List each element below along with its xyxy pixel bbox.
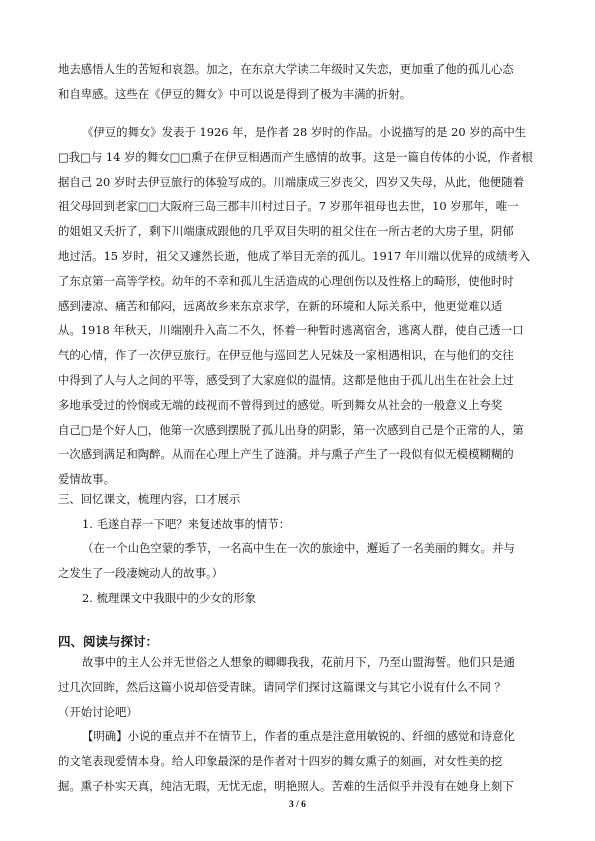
text-line: 感到凄凉、痛苦和郁闷，远离故乡来东京求学，在新的环境和人际关系中，他更觉难以适 (58, 298, 503, 313)
discussion-paragraph (58, 650, 542, 724)
text-line: □我□与 14 岁的舞女□□熏子在伊豆相遇而产生感情的故事。这是一篇自传体的小说，作者根 (58, 149, 533, 164)
text-line: 的文笔表现爱情本身。给人印象最深的是作者对十四岁的舞女熏子的刻画，对女性美的挖 (58, 753, 503, 768)
answer-1 (58, 536, 542, 586)
text-line: 之发生了一段凄婉动人的故事。） (58, 565, 224, 580)
text-line: 地去感悟人生的苦短和哀怨。加之，在东京大学读二年级时又失恋，更加重了他的孤儿心态 (58, 62, 514, 76)
question-1: 1. 毛遂自荐一下吧？来复述故事的情节： (82, 517, 291, 531)
text-line: 中得到了人与人之间的平等，感受到了大家庭似的温情。这都是他由于孤儿出生在社会上过 (58, 372, 514, 387)
text-line: 祖父母回到老家□□大阪府三岛三郡丰川村过日子。7 岁那年祖母也去世，10 岁那年，唯一 (58, 199, 519, 214)
background-paragraph (58, 120, 542, 492)
text-line: 地过活。15 岁时，祖父又遽然长逝，他成了举目无亲的孤儿。1917 年川端以优异的成绩考入 (58, 248, 531, 263)
text-line: 过几次回眸，然后这篇小说却倍受青睐。请同学们探讨这篇课文与其它小说有什么不同 ？ (58, 679, 506, 694)
text-line: 故事中的主人公并无世俗之人想象的卿卿我我，花前月下，乃至山盟海誓。他们只是通 (82, 655, 515, 669)
text-line: 了东京第一高等学校。幼年的不幸和孤儿生活造成的心理创伤以及性格上的畸形，使他时时 (58, 273, 514, 288)
intro-paragraph (58, 57, 542, 107)
text-line: （开始讨论吧） (58, 704, 138, 719)
text-line: 自己□是个好人□，他第一次感到摆脱了孤儿出身的阴影，第一次感到自己是个正常的人，第 (58, 422, 524, 437)
text-line: （在一个山色空蒙的季节，一名高中生在一次的旅途中，邂逅了一名美丽的舞女。并与 (82, 541, 515, 555)
text-line: 和自卑感。这些在《伊豆的舞女》中可以说是得到了极为丰满的折射。 (58, 86, 412, 101)
text-line: 据自己 20 岁时去伊豆旅行的体验写成的。川端康成三岁丧父，四岁又失母，从此，他便随着 (58, 174, 524, 189)
text-line: 从。1918 年秋天，川端刚升入高二不久，怀着一种暂时逃离宿舍，逃离人群，使自己透一口 (58, 323, 524, 338)
section-4-heading: 四、阅读与探讨： (58, 634, 159, 649)
page-number: 3 / 6 (289, 800, 306, 810)
text-line: 气的心情，作了一次伊豆旅行。在伊豆他与巡回艺人兄妹及一家相遇相识，在与他们的交往 (58, 348, 514, 363)
text-line: 一次感到满足和陶醉。从而在心理上产生了涟漪。并与熏子产生了一段似有似无模模糊糊的 (58, 447, 514, 462)
text-line: 的姐姐又夭折了，剩下川端康成跟他的几乎双目失明的祖父住在一所古老的大房子里，阴郁 (58, 224, 514, 239)
text-line: 多地承受过的怜悯或无端的歧视而不曾得到过的感觉。听到舞女从社会的一般意义上夸奖 (58, 397, 503, 412)
text-line: 【明确】小说的重点并不在情节上，作者的重点是注意用敏锐的、纤细的感觉和诗意化 (82, 729, 515, 743)
clarification-paragraph (58, 724, 542, 798)
text-line: 掘。熏子朴实天真，纯洁无瑕，无忧无虑，明艳照人。苦难的生活似乎并没有在她身上刻下 (58, 778, 514, 793)
section-3-heading: 三、回忆课文，梳理内容，口才展示 (58, 492, 241, 506)
question-2: 2. 梳理课文中我眼中的少女的形象 (82, 591, 256, 605)
text-line: 《伊豆的舞女》发表于 1926 年，是作者 28 岁时的作品。小说描写的是 20 岁的高中生 (82, 125, 527, 139)
text-line: 爱情故事。 (58, 472, 115, 487)
